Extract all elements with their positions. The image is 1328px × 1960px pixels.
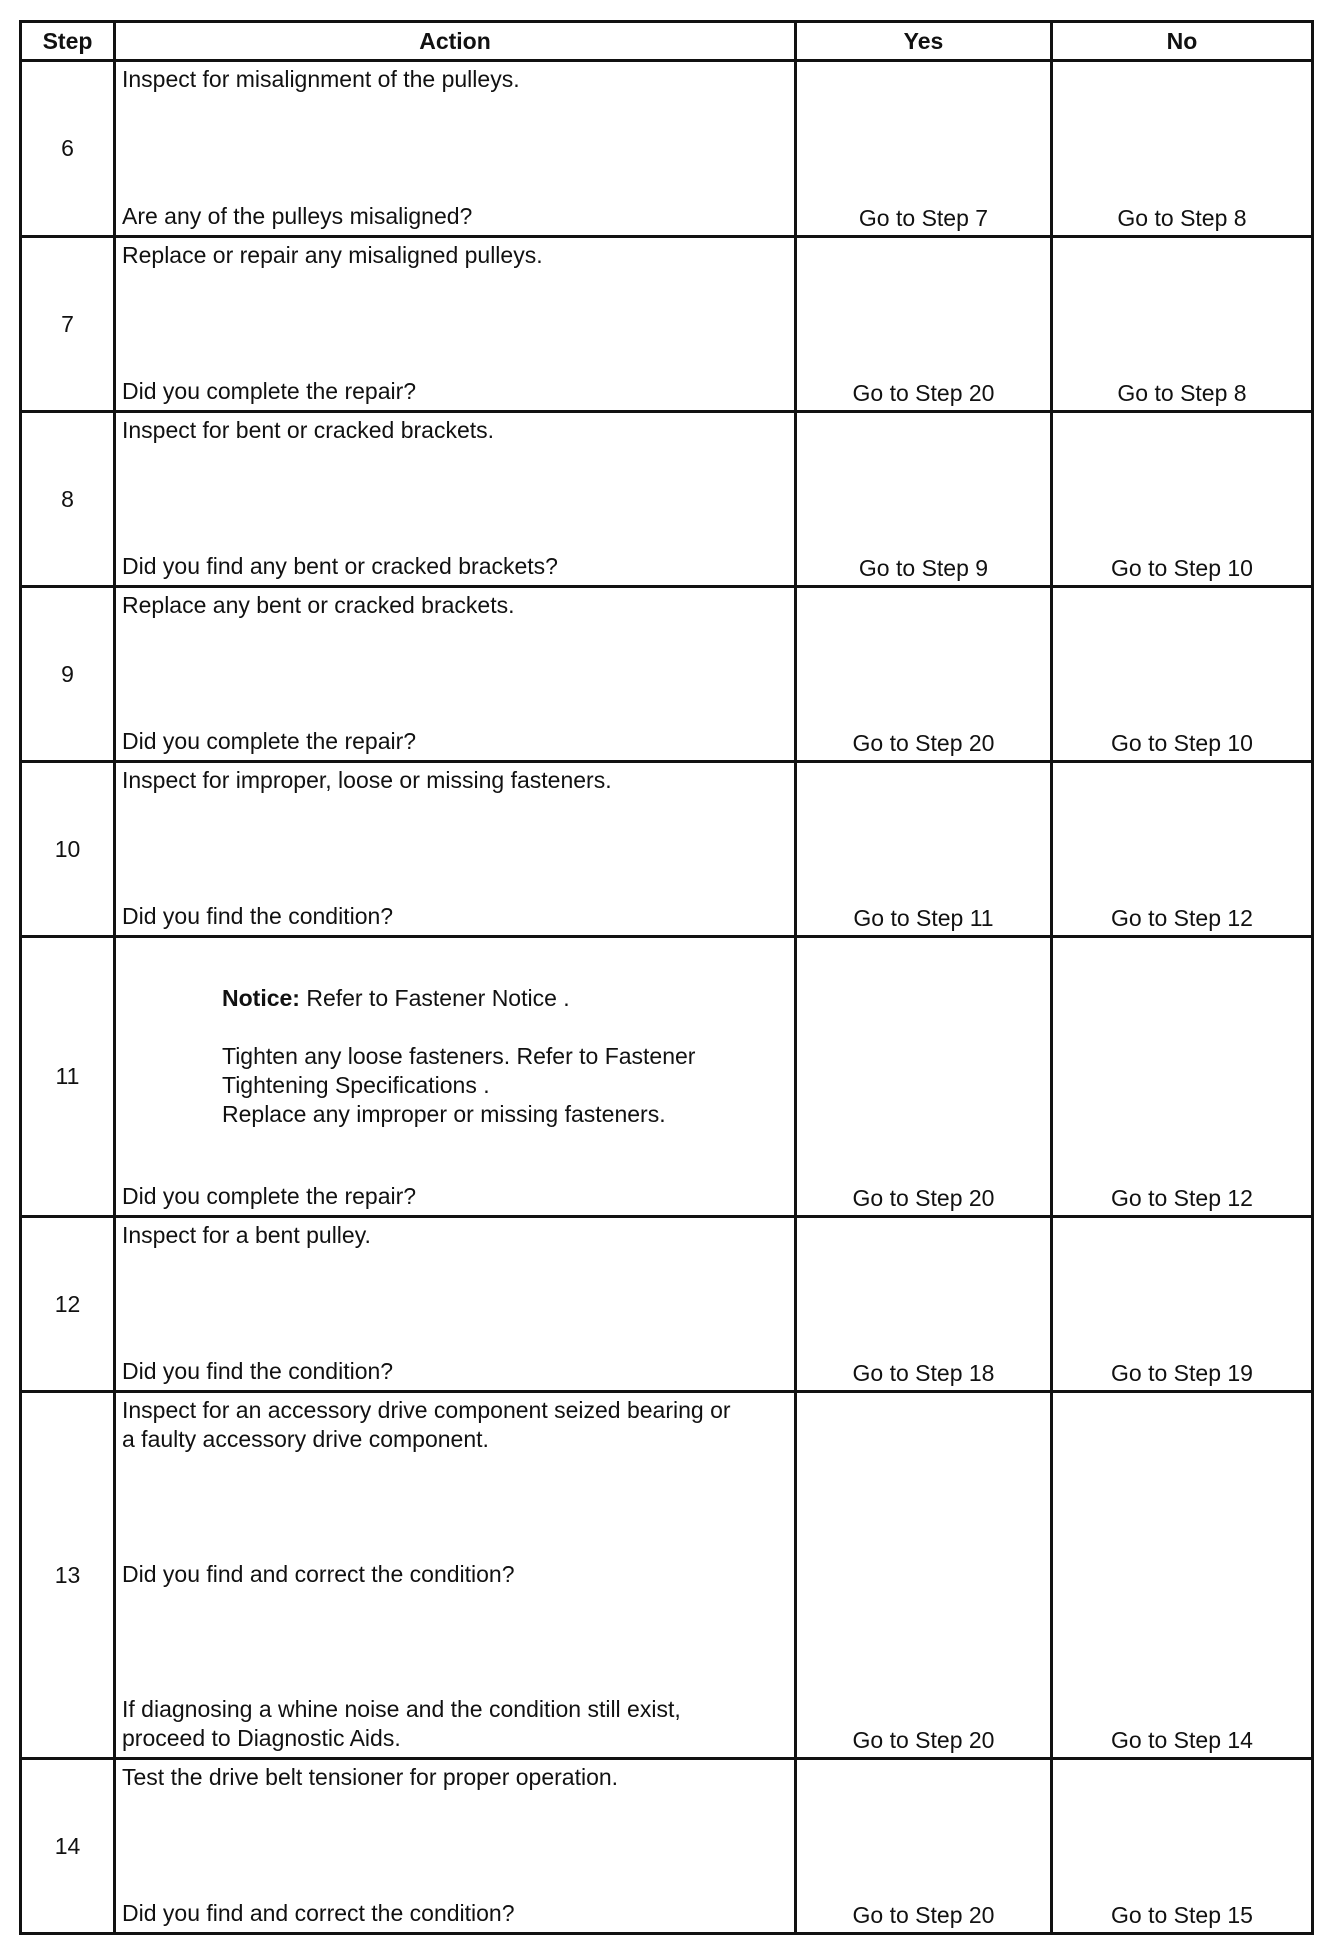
notice-label: Notice:: [222, 985, 300, 1011]
replace-line: Replace any improper or missing fasteners.: [222, 1101, 666, 1127]
header-row: [21, 22, 1313, 61]
no-result: Go to Step 8: [1052, 61, 1313, 237]
table-row: [21, 762, 1313, 937]
notice-text: Refer to Fastener Notice .: [299, 985, 570, 1011]
action-question: Are any of the pulleys misaligned?: [122, 203, 473, 229]
table-row: [21, 1217, 1313, 1392]
action-cell: [115, 762, 796, 937]
table-row: [21, 1392, 1313, 1759]
action-cell: [115, 1392, 796, 1759]
action-question: Did you find the condition?: [122, 1358, 394, 1384]
action-cell: [115, 1759, 796, 1934]
yes-result: Go to Step 18: [796, 1217, 1052, 1392]
step-number: 11: [21, 937, 115, 1217]
yes-result: Go to Step 9: [796, 412, 1052, 587]
action-instruction: Replace any bent or cracked brackets.: [122, 592, 515, 618]
no-result: Go to Step 12: [1052, 762, 1313, 937]
step-number: 14: [21, 1759, 115, 1934]
no-result: Go to Step 12: [1052, 937, 1313, 1217]
no-result: Go to Step 10: [1052, 412, 1313, 587]
step-number: 8: [21, 412, 115, 587]
action-cell: [115, 412, 796, 587]
action-question: Did you find and correct the condition?: [122, 1900, 515, 1926]
no-result: Go to Step 14: [1052, 1392, 1313, 1759]
action-question: Did you find the condition?: [122, 903, 394, 929]
action-instruction: Test the drive belt tensioner for proper operation.: [122, 1764, 619, 1790]
action-instruction: Replace or repair any misaligned pulleys.: [122, 242, 543, 268]
table-row: [21, 61, 1313, 237]
action-cell: [115, 937, 796, 1217]
action-instruction: Inspect for misalignment of the pulleys.: [122, 66, 520, 92]
yes-result: Go to Step 11: [796, 762, 1052, 937]
action-instruction: Inspect for improper, loose or missing fasteners.: [122, 767, 612, 793]
step-number: 10: [21, 762, 115, 937]
action-cell: [115, 61, 796, 237]
yes-result: Go to Step 20: [796, 587, 1052, 762]
table-row: [21, 1759, 1313, 1934]
whine-note-line-2: proceed to Diagnostic Aids.: [122, 1725, 401, 1751]
step-number: 13: [21, 1392, 115, 1759]
whine-note-line-1: If diagnosing a whine noise and the condition still exist,: [122, 1696, 681, 1722]
tighten-line-2: Tightening Specifications .: [222, 1072, 490, 1098]
no-result: Go to Step 8: [1052, 237, 1313, 412]
action-question: Did you complete the repair?: [122, 1183, 417, 1209]
action-question: Did you complete the repair?: [122, 728, 417, 754]
action-question: Did you complete the repair?: [122, 378, 417, 404]
action-cell: [115, 1217, 796, 1392]
header-yes: Yes: [796, 22, 1052, 61]
notice-block: [122, 984, 788, 1129]
diagnostic-table: [19, 20, 1314, 1935]
no-result: Go to Step 15: [1052, 1759, 1313, 1934]
table-row: [21, 587, 1313, 762]
action-instruction-line-1: Inspect for an accessory drive component seized bearing or: [122, 1397, 731, 1423]
action-question: Did you find any bent or cracked brackets?: [122, 553, 558, 579]
action-cell: [115, 587, 796, 762]
tighten-line-1: Tighten any loose fasteners. Refer to Fastener: [222, 1043, 696, 1069]
action-instruction-line-2: a faulty accessory drive component.: [122, 1426, 489, 1452]
action-cell: [115, 237, 796, 412]
no-result: Go to Step 19: [1052, 1217, 1313, 1392]
header-step: Step: [21, 22, 115, 61]
yes-result: Go to Step 7: [796, 61, 1052, 237]
header-action: Action: [115, 22, 796, 61]
step-number: 7: [21, 237, 115, 412]
table-row: [21, 237, 1313, 412]
action-question: Did you find and correct the condition?: [122, 1561, 515, 1587]
table-row: [21, 412, 1313, 587]
table-row: [21, 937, 1313, 1217]
no-result: Go to Step 10: [1052, 587, 1313, 762]
yes-result: Go to Step 20: [796, 1392, 1052, 1759]
header-no: No: [1052, 22, 1313, 61]
step-number: 9: [21, 587, 115, 762]
action-instruction: Inspect for bent or cracked brackets.: [122, 417, 495, 443]
yes-result: Go to Step 20: [796, 1759, 1052, 1934]
action-instruction: Inspect for a bent pulley.: [122, 1222, 371, 1248]
yes-result: Go to Step 20: [796, 237, 1052, 412]
step-number: 6: [21, 61, 115, 237]
yes-result: Go to Step 20: [796, 937, 1052, 1217]
step-number: 12: [21, 1217, 115, 1392]
